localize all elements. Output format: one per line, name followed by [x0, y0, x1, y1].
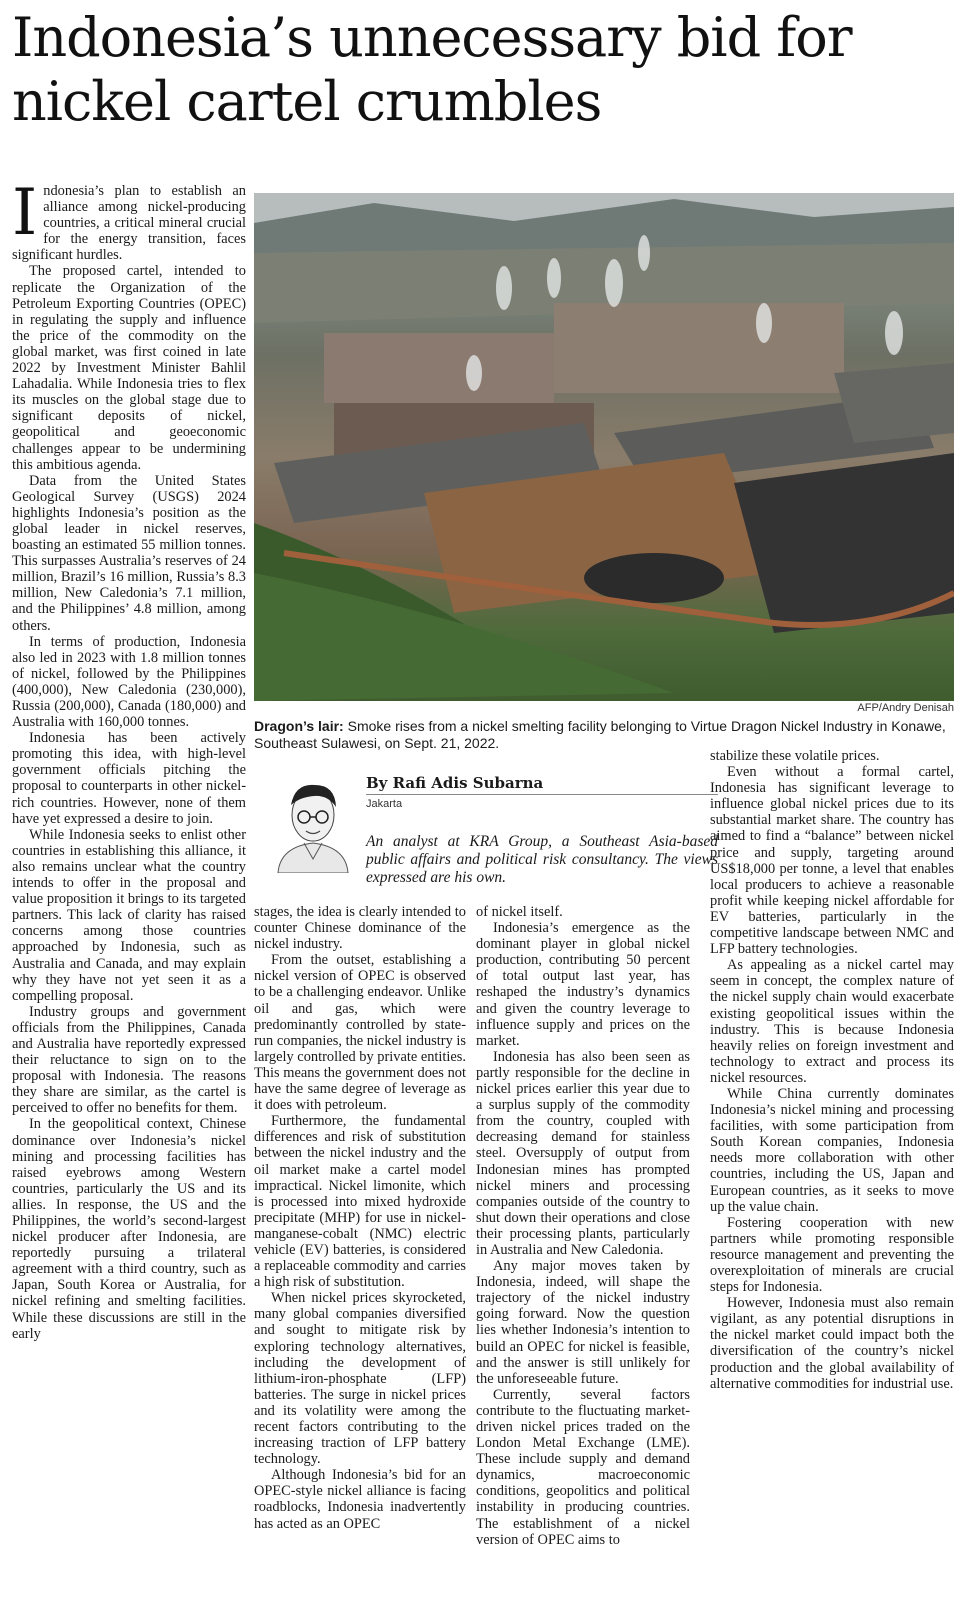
paragraph: The proposed cartel, intended to replicate the Organization of the Petroleum Exporting Countries (OPEC) in regulating the supply and influence the price of the commodity on the global market, was first coined in late 2022 by Investment Minister Bahlil Lahadalia. While Indonesia tries to flex its muscles on the global stage due to significant deposits of nickel, geopolitical and geoeconomic challenges appear to be undermining this ambitious agenda. — [12, 263, 246, 473]
paragraph: Data from the United States Geological Survey (USGS) 2024 highlights Indonesia’s position as the global leader in nickel reserves, boasting an estimated 55 million tonnes. This surpasses Australia’s reserves of 24 million, Brazil’s 16 million, Russia’s 8.3 million, New Caledonia’s 7.1 million, and the Philippines’ 4.8 million, among others. — [12, 472, 246, 634]
paragraph: When nickel prices skyrocketed, many global companies diversified and sought to mitigate risk by exploring technology alternatives, including the development of lithium-iron-phosphate (LFP) batteries. The surge in nickel prices and its volatility were among the recent factors contributing to the increasing traction of LFP battery technology. — [254, 1290, 466, 1468]
byline — [270, 773, 718, 893]
article-column-3 — [476, 904, 690, 1614]
paragraph: While China currently dominates Indonesia’s nickel mining and processing facilities, with some participation from South Korean companies, Indonesia needs more collaboration with other countries, including the US, Japan and European countries, as it seeks to move up the value chain. — [710, 1085, 954, 1215]
paragraph: Even without a formal cartel, Indonesia has significant leverage to influence global nickel prices due to its substantial market share. The country has aimed to find a “balance” between nickel price and supply, targeting around US$18,000 per tonne, a level that enables local producers to achieve a reasonable profit while keeping nickel affordable for EV batteries, particularly in the competitive landscape between NMC and LFP battery technologies. — [710, 764, 954, 958]
paragraph: Indonesia has also been seen as partly responsible for the decline in nickel prices earlier this year due to a surplus supply of the commodity from the country, coupled with decreasing demand for stainless steel. Oversupply of output from Indonesian mines has prompted nickel miners and processing companies outside of the country to shut down their operations and close their processing plants, particularly in Australia and New Caledonia. — [476, 1048, 690, 1258]
factory-photo — [254, 193, 954, 701]
paragraph: In terms of production, Indonesia also led in 2023 with 1.8 million tonnes of nickel, followed by the Philippines (400,000), New Caledonia (230,000), Russia (200,000), Canada (180,000) and Australia with 160,000 tonnes. — [12, 633, 246, 731]
article-column-4 — [710, 748, 954, 1614]
paragraph: Although Indonesia’s bid for an OPEC-style nickel alliance is facing roadblocks, Indonesia inadvertently has acted as an OPEC — [254, 1467, 466, 1532]
author-portrait-icon — [270, 773, 356, 873]
article-column-1 — [12, 176, 246, 1613]
author-location: Jakarta — [366, 798, 403, 810]
paragraph: While Indonesia seeks to enlist other countries in establishing this alliance, it also remains unclear what the country intends to offer in the proposal and value proposition it brings to its targeted partners. This lack of clarity has raised concerns among those countries approached by Indonesia, such as Australia and Canada, and may explain why they have not yet seen it as a compelling proposal. — [12, 826, 246, 1004]
factory-aerial-image — [254, 193, 954, 701]
drop-cap: I — [12, 176, 38, 250]
caption-text: Smoke rises from a nickel smelting facility belonging to Virtue Dragon Nickel Industry in Konawe, Southeast Sulawesi, on Sept. 21, 2022. — [254, 718, 946, 751]
paragraph: Fostering cooperation with new partners while promoting responsible resource management and preventing the overexploitation of minerals are crucial steps for Indonesia. — [710, 1214, 954, 1296]
paragraph: In the geopolitical context, Chinese dominance over Indonesia’s nickel mining and processing facilities has raised eyebrows among Western countries, particularly the US and its allies. In response, the US and the Philippines, the world’s second-largest nickel producer after Indonesia, are reportedly pursuing a trilateral agreement with a third country, such as Japan, South Korea or Australia, for nickel refining and smelting facilities. While these discussions are still in the early — [12, 1116, 246, 1342]
photo-credit: AFP/Andry Denisah — [857, 702, 954, 714]
paragraph: From the outset, establishing a nickel version of OPEC is observed to be a challenging endeavor. Unlike oil and gas, which were predominantly controlled by state-run companies, the nickel industry is largely controlled by private entities. This means the government does not have the same degree of leverage as it does with petroleum. — [254, 952, 466, 1114]
paragraph: Indonesia has been actively promoting this idea, with high-level government officials pitching the proposal to counterparts in other nickel-rich countries. However, none of them have yet expressed a desire to join. — [12, 730, 246, 827]
paragraph: As appealing as a nickel cartel may seem in concept, the complex nature of the nickel supply chain would exacerbate existing geopolitical issues within the industry. This is because Indonesia heavily relies on foreign investment and technology to extract and process its nickel resources. — [710, 957, 954, 1086]
paragraph: Indonesia’s emergence as the dominant player in global nickel production, contributing 50 percent of total output last year, has reshaped the industry’s dynamics and given the country leverage to influence supply and prices on the market. — [476, 920, 690, 1049]
paragraph-1: Indonesia’s plan to establish an alliance among nickel-producing countries, a critical mineral crucial for the energy transition, faces significant hurdles. — [12, 176, 246, 264]
headline: Indonesia’s unnecessary bid for nickel cartel crumbles — [12, 6, 852, 133]
photo-caption — [254, 718, 954, 752]
paragraph: Any major moves taken by Indonesia, indeed, will shape the trajectory of the nickel industry going forward. Now the question lies whether Indonesia’s intention to build an OPEC for nickel is feasible, and the answer is still unlikely for the unforeseeable future. — [476, 1258, 690, 1387]
paragraph: stabilize these volatile prices. — [710, 748, 880, 764]
paragraph: Industry groups and government officials from the Philippines, Canada and Australia have reportedly expressed their reluctance to sign on to the proposal with Indonesia. The reasons they share are similar, as the cartel is perceived to offer no benefits for them. — [12, 1003, 246, 1117]
caption-lead: Dragon’s lair: — [254, 718, 344, 734]
paragraph: of nickel itself. — [476, 904, 563, 920]
article-column-2 — [254, 904, 466, 1614]
author-bio: An analyst at KRA Group, a Southeast Asia-based public affairs and political risk consultancy. The views expressed are his own. — [366, 833, 718, 886]
paragraph: stages, the idea is clearly intended to counter Chinese dominance of the nickel industry. — [254, 904, 466, 953]
paragraph: Furthermore, the fundamental differences and risk of substitution between the nickel industry and the oil market make a cartel model impractical. Nickel limonite, which is processed into mixed hydroxide precipitate (MHP) for use in nickel-manganese-cobalt (NMC) electric vehicle (EV) batteries, is considered a replaceable commodity and carries a high risk of substitution. — [254, 1113, 466, 1291]
paragraph: Currently, several factors contribute to the fluctuating market-driven nickel prices traded on the London Metal Exchange (LME). These include supply and demand dynamics, macroeconomic conditions, geopolitics and political instability in producing countries. The establishment of a nickel version of OPEC aims to — [476, 1386, 690, 1548]
author-name: By Rafi Adis Subarna — [366, 773, 718, 795]
paragraph: However, Indonesia must also remain vigilant, as any potential disruptions in the nickel market could impact both the diversification of the country’s nickel production and the global availability of alternative commodities for industrial use. — [710, 1295, 954, 1392]
